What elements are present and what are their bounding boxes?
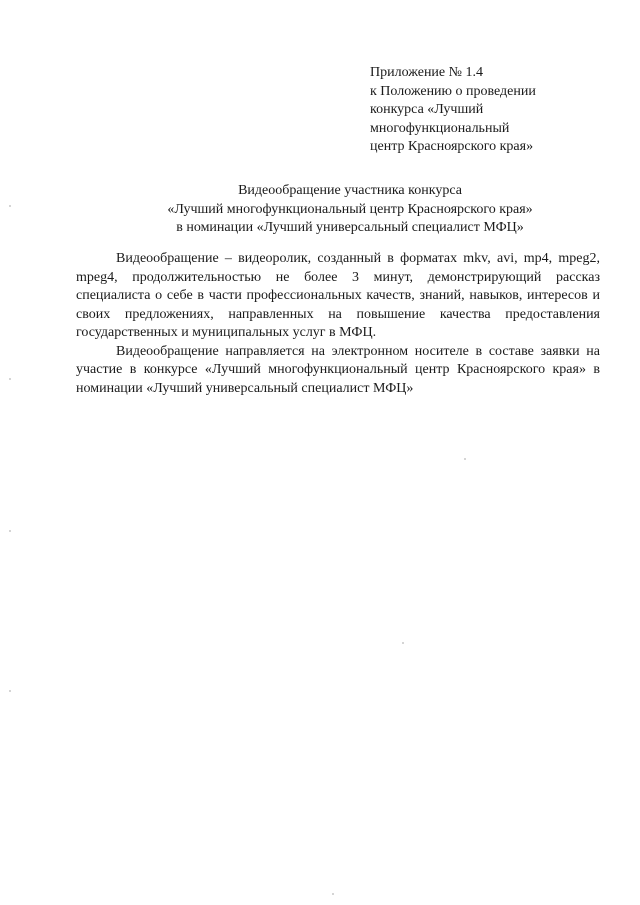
scan-speck: [9, 690, 11, 692]
document-title: [70, 182, 630, 238]
scan-speck: [9, 530, 11, 532]
scan-speck: [9, 378, 11, 380]
title-line: «Лучший многофункциональный центр Красноярского края»: [167, 201, 533, 217]
scan-speck: [9, 205, 11, 207]
appendix-line: конкурса «Лучший: [370, 102, 484, 117]
title-line: в номинации «Лучший универсальный специалист МФЦ»: [176, 220, 524, 235]
appendix-line: многофункциональный: [370, 120, 510, 136]
scan-speck: [332, 893, 334, 895]
document-body: [76, 250, 600, 398]
appendix-line: Приложение № 1.4: [370, 65, 483, 80]
scan-speck: [464, 458, 466, 460]
body-paragraph: Видеообращение – видеоролик, созданный в форматах mkv, avi, mp4, mpeg2, mpeg4, продолжительностью не более 3 минут, демонстрирующий рассказ специалиста о себе в части профессиональных качеств, знаний, навыков, интересов и своих предложениях, направленных на повышение качества предоставления государственных и муниципальных услуг в МФЦ.: [76, 251, 600, 340]
scan-speck: [402, 642, 404, 644]
appendix-reference: [370, 64, 610, 157]
appendix-line: к Положению о проведении: [370, 83, 536, 99]
appendix-line: центр Красноярского края»: [370, 139, 534, 154]
body-paragraph: Видеообращение направляется на электронном носителе в составе заявки на участие в конкурсе «Лучший многофункциональный центр Красноярского края» в номинации «Лучший универсальный специалист МФЦ»: [76, 343, 600, 396]
title-line: Видеообращение участника конкурса: [238, 183, 462, 198]
